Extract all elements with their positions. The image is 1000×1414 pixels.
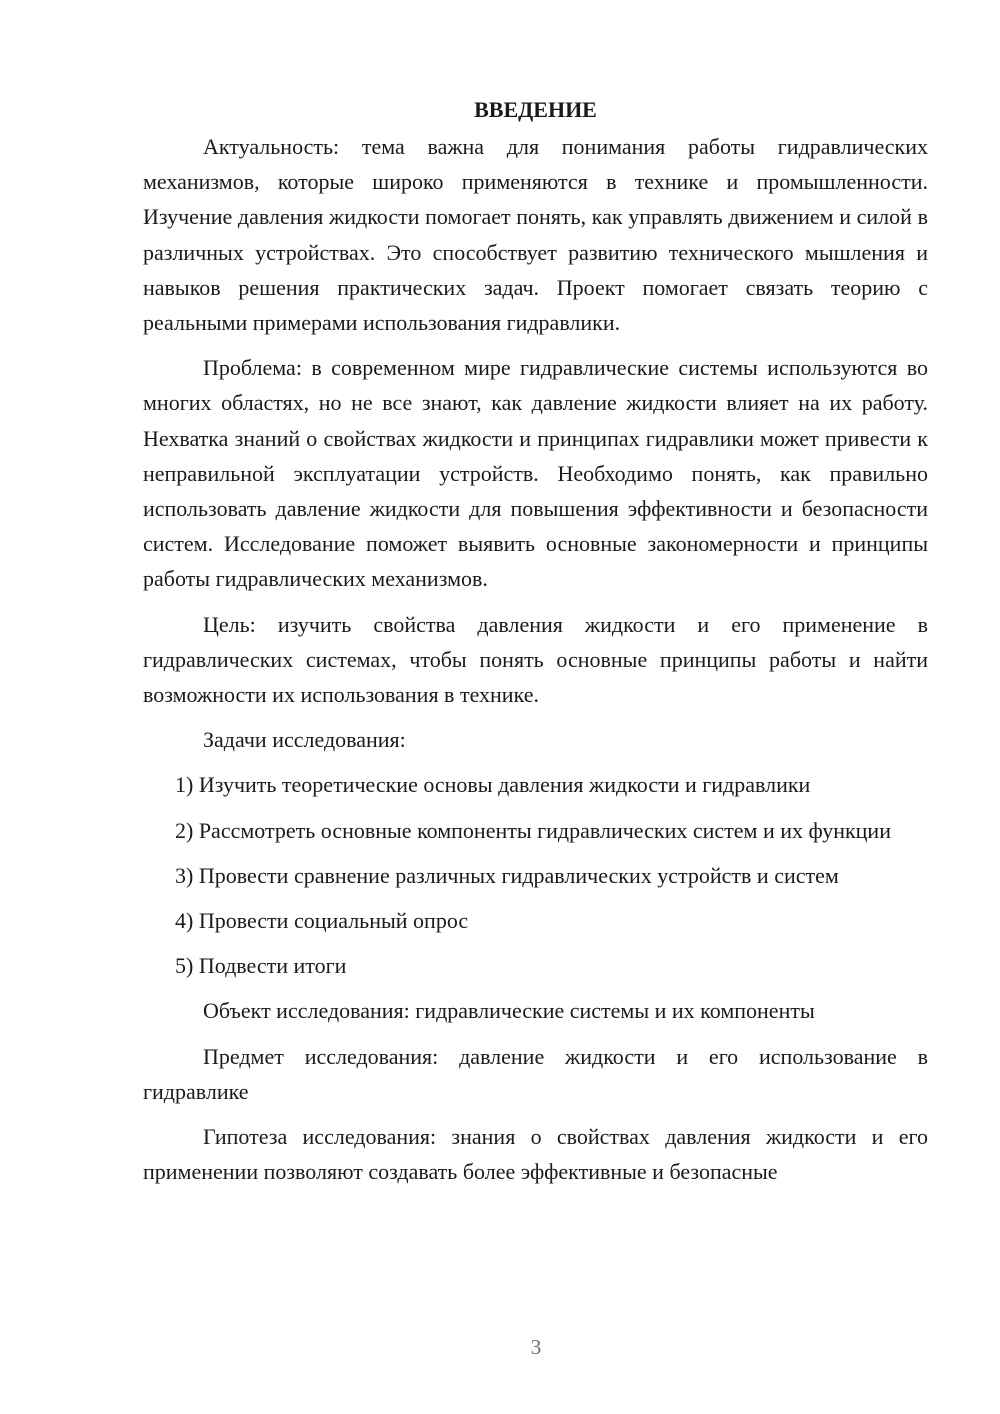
paragraph-object: Объект исследования: гидравлические системы и их компоненты <box>203 998 815 1024</box>
paragraph-problem: Проблема: в современном мире гидравлические системы используются во многих областях, но не все знают, как давление жидкости влияет на их работу. Нехватка знаний о свойствах жидкости и принципах гидравлики может привести к неправильной эксплуатации устройств. Необходимо понять, как правильно использовать давление жидкости для повышения эффективности и безопасности систем. Исследование поможет выявить основные закономерности и принципы работы гидравлических механизмов. <box>143 355 928 592</box>
page-number: 3 <box>530 1335 542 1359</box>
paragraph-subject: Предмет исследования: давление жидкости и его использование в гидравлике <box>143 1043 928 1104</box>
paragraph-tasks-title: Задачи исследования: <box>203 727 406 753</box>
paragraph-goal: Цель: изучить свойства давления жидкости и его применение в гидравлических системах, чтобы понять основные принципы работы и найти возможности их использования в технике. <box>143 611 928 708</box>
document-page <box>143 92 928 1189</box>
task-item-4: 4) Провести социальный опрос <box>175 908 469 934</box>
task-item-1: 1) Изучить теоретические основы давления жидкости и гидравлики <box>175 772 811 798</box>
task-item-2: 2) Рассмотреть основные компоненты гидравлических систем и их функции <box>175 817 891 843</box>
paragraph-hypothesis: Гипотеза исследования: знания о свойствах давления жидкости и его применении позволяют создавать более эффективные и безопасные <box>143 1124 928 1185</box>
section-heading: ВВЕДЕНИЕ <box>474 97 597 122</box>
task-item-3: 3) Провести сравнение различных гидравлических устройств и систем <box>175 862 839 888</box>
task-item-5: 5) Подвести итоги <box>175 953 347 979</box>
paragraph-relevance: Актуальность: тема важна для понимания работы гидравлических механизмов, которые широко применяются в технике и промышленности. Изучение давления жидкости помогает понять, как управлять движением и силой в различных устройствах. Это способствует развитию технического мышления и навыков решения практических задач. Проект помогает связать теорию с реальными примерами использования гидравлики. <box>143 134 928 336</box>
